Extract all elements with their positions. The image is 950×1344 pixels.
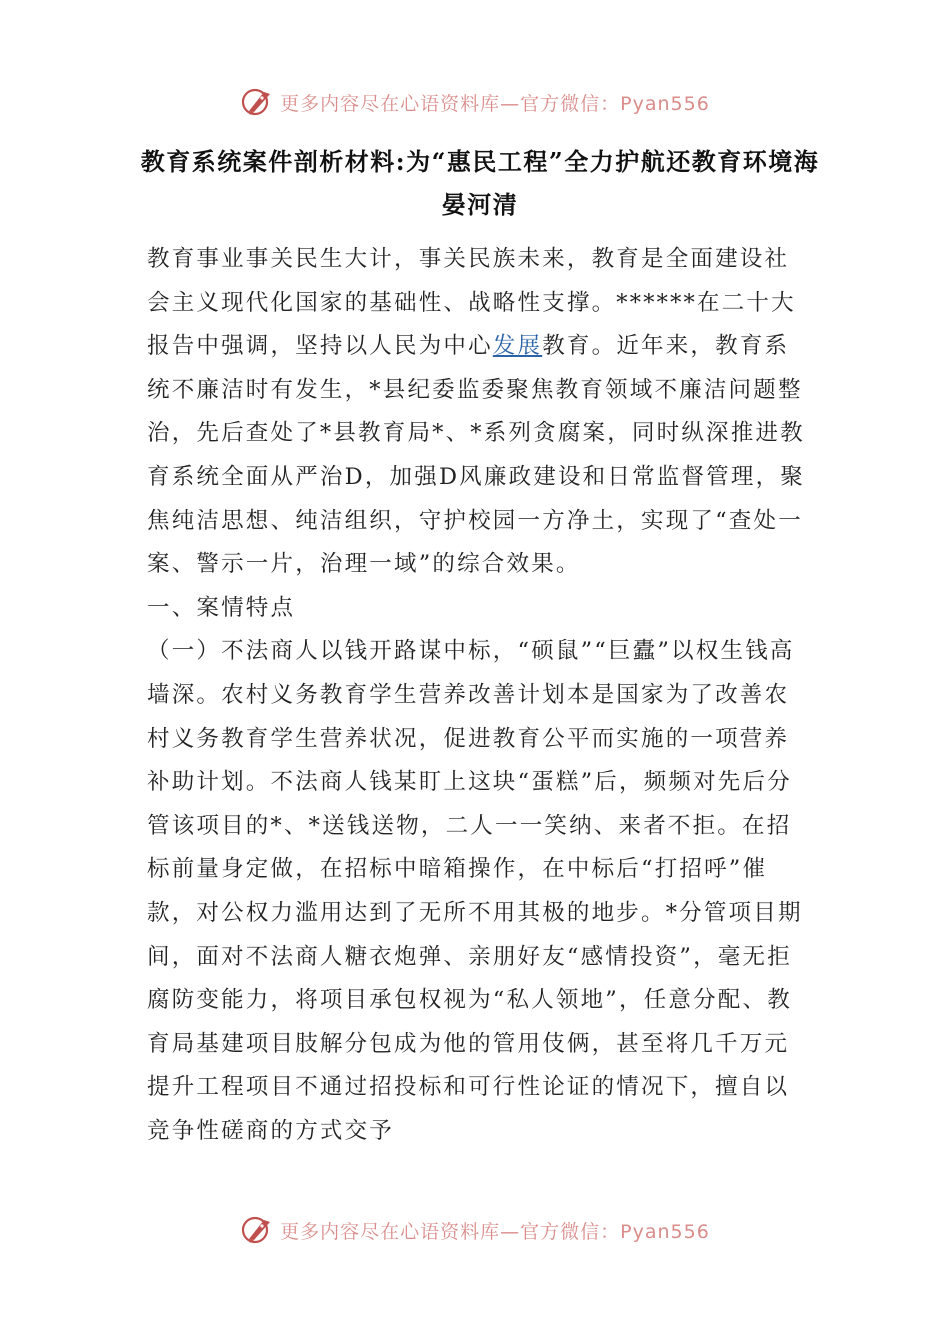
pen-nib-logo-icon <box>240 1212 276 1248</box>
document-body <box>147 238 807 1153</box>
pen-nib-logo-icon <box>240 84 276 120</box>
banner-text: 更多内容尽在心语资料库—官方微信：Pyan556 <box>280 92 710 115</box>
case-paragraph-1: （一）不法商人以钱开路谋中标，“硕鼠”“巨蠹”以权生钱高墙深。农村义务教育学生营养改善计划本是国家为了改善农村义务教育学生营养状况，促进教育公平而实施的一项营养补助计划。不法商人钱某盯上这块“蛋糕”后，频频对先后分管该项目的*、*送钱送物，二人一一笑纳、来者不拒。在招标前量身定做，在招标中暗箱操作，在中标后“打招呼”催款，对公权力滥用达到了无所不用其极的地步。*分管项目期间，面对不法商人糖衣炮弹、亲朋好友“感情投资”，毫无拒腐防变能力，将项目承包权视为“私人领地”，任意分配、教育局基建项目肢解分包成为他的管用伎俩，甚至将几千万元提升工程项目不通过招投标和可行性论证的情况下，擅自以竞争性磋商的方式交予 <box>147 638 803 1144</box>
banner-text: 更多内容尽在心语资料库—官方微信：Pyan556 <box>280 1220 710 1243</box>
intro-text-before: 教育事业事关民生大计，事关民族未来，教育是全面建设社会主义现代化国家的基础性、战略性支撑。******在二十大报告中强调，坚持以人民为中心 <box>147 246 796 360</box>
document-title: 教育系统案件剖析材料:为“惠民工程”全力护航还教育环境海晏河清 <box>140 147 820 219</box>
intro-paragraph <box>147 238 807 587</box>
header-banner <box>0 82 950 122</box>
footer-banner <box>0 1210 950 1250</box>
section-heading: 一、案情特点 <box>147 594 296 621</box>
development-link[interactable]: 发展 <box>492 333 543 360</box>
intro-text-after: 教育。近年来，教育系统不廉洁时有发生，*县纪委监委聚焦教育领域不廉洁问题整治，先后查处了*县教育局*、*系列贪腐案，同时纵深推进教育系统全面从严治D，加强D风廉政建设和日常监督管理，聚焦纯洁思想、纯洁组织，守护校园一方净土，实现了“查处一案、警示一片，治理一域”的综合效果。 <box>147 333 805 578</box>
